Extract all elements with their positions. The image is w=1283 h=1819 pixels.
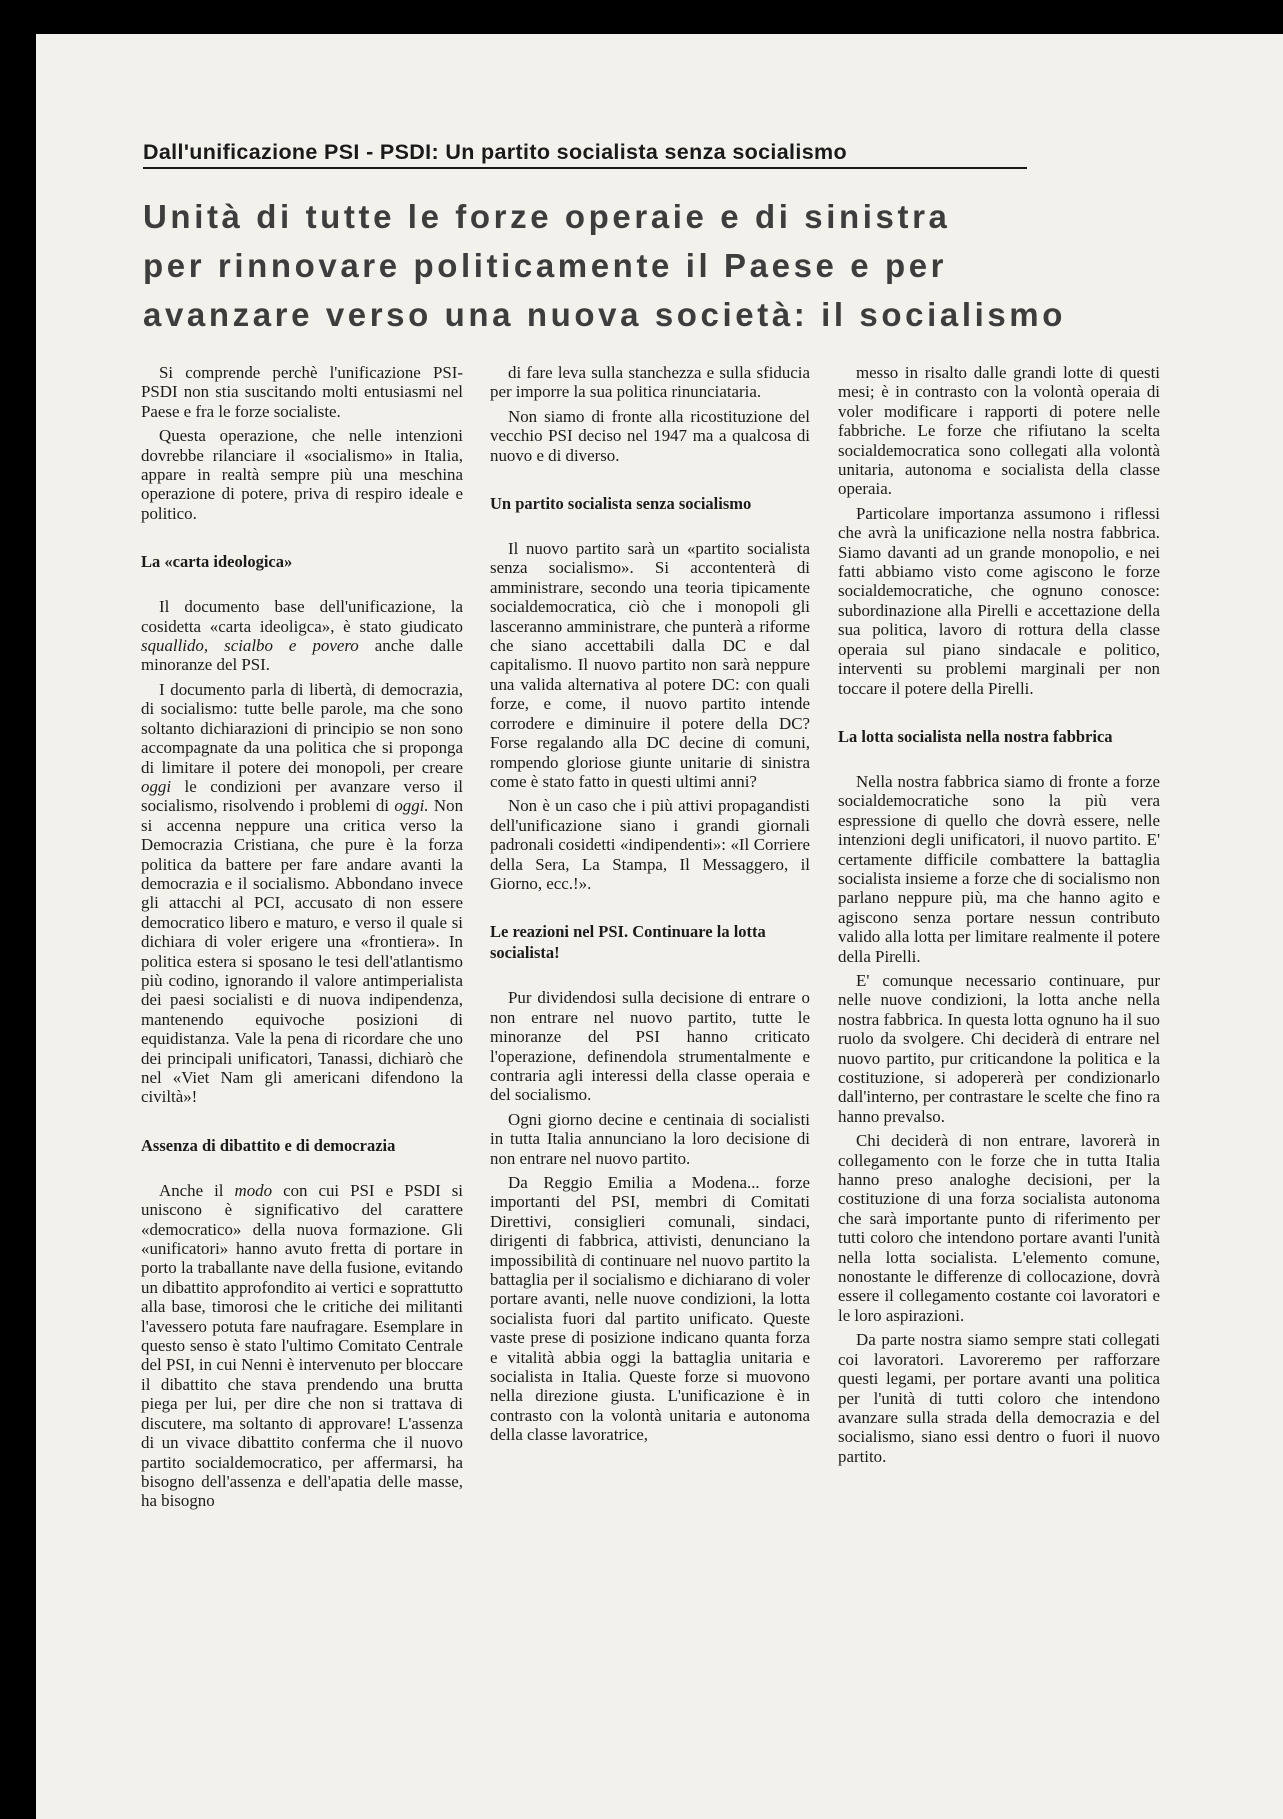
paragraph: Pur dividendosi sulla decisione di entrare o non entrare nel nuovo partito, tutte le minoranze del PSI hanno criticato l'operazione, definendola strumentalmente e contraria agli interessi della classe operaia e del socialismo. — [490, 988, 810, 1105]
kicker-line: Dall'unificazione PSI - PSDI: Un partito socialista senza socialismo — [143, 140, 1027, 169]
text-run: Anche il — [159, 1180, 235, 1200]
paragraph: Non è un caso che i più attivi propagandisti dell'unificazione siano i grandi giornali padronali cosidetti «indipendenti»: «Il Corriere della Sera, La Stampa, Il Messaggero, il Giorno, ecc.!». — [490, 796, 810, 893]
paragraph — [141, 680, 463, 1107]
text-run: Non si accenna neppure una critica verso la Democrazia Cristiana, che pure è la forza politica da battere per fare andare avanti la democrazia e il socialismo. Abbondano invece gli attacchi al PCI, accusato di non essere democratico libero e maturo, e verso il quale si dichiara di voler erigere una «frontiera». In politica estera si sposano le tesi dell'atlantismo più codino, ignorando il valore antimperialista dei paesi socialisti e di nuova indipendenza, mantenendo equivoche posizioni di equidistanza. Vale la pena di ricordare che uno dei principali unificatori, Tanassi, dichiarò che nel «Viet Nam gli americani difendono la civiltà»! — [141, 796, 464, 1107]
paragraph: Si comprende perchè l'unificazione PSI-PSDI non stia suscitando molti entusiasmi nel Paese e fra le forze socialiste. — [141, 363, 463, 421]
headline-line-2: per rinnovare politicamente il Paese e per — [143, 247, 948, 284]
paragraph: Questa operazione, che nelle intenzioni dovrebbe rilanciare il «socialismo» in Italia, appare in realtà sempre più una meschina operazione di potere, priva di respiro ideale e politico. — [141, 426, 463, 523]
paragraph: Particolare importanza assumono i riflessi che avrà la unificazione nella nostra fabbrica. Siamo davanti ad un grande monopolio, e nei fatti abbiamo visto come agiscono le forze socialdemocratiche, che ognuno conosce: subordinazione alla Pirelli e accettazione della sua politica, lavoro di rottura della classe operaia sul piano sindacale e politico, interventi su problemi marginali per non toccare il potere della Pirelli. — [838, 503, 1160, 698]
text-run: le condizioni per avanzare verso il socialismo, risolvendo i problemi di — [141, 776, 463, 816]
headline-line-3: avanzare verso una nuova società: il socialismo — [143, 296, 1067, 333]
column-3 — [838, 363, 1160, 1471]
paragraph: messo in risalto dalle grandi lotte di questi mesi; è in contrasto con la volontà operaia di voler modificare i rapporti di potere nelle fabbriche. Le forze che rifiutano la scelta socialdemocratica sono collegati alla volontà unitaria, autonoma e socialista della classe operaia. — [838, 363, 1160, 499]
paragraph: di fare leva sulla stanchezza e sulla sfiducia per imporre la sua politica rinunciataria. — [490, 363, 810, 402]
italic-text: modo — [234, 1180, 273, 1200]
text-run: con cui PSI e PSDI si uniscono è significativo del carattere «democratico» della nuova formazione. Gli «unificatori» hanno avuto fretta di portare in porto la traballante nave della fusione, evitando un dibattito approfondito ai vertici e soprattutto alla base, timorosi che le critiche dei militanti l'avessero potuta fare naufragare. Esemplare in questo senso è stato l'ultimo Comitato Centrale del PSI, in cui Nenni è intervenuto per bloccare il dibattito che stava prendendo una brutta piega per lui, per dire che non si trattava di discutere, ma soltanto di approvare! L'assenza di un vivace dibattito conferma che il nuovo partito socialdemocratico, per affermarsi, ha bisogno dell'assenza e dell'apatia delle masse, ha bisogno — [141, 1180, 463, 1511]
italic-text: oggi — [141, 776, 172, 796]
section-heading: La «carta ideologica» — [141, 552, 293, 572]
italic-text: oggi. — [394, 796, 429, 816]
paragraph — [141, 1181, 463, 1511]
column-1 — [141, 363, 463, 1516]
text-run: I documento parla di libertà, di democrazia, di socialismo: tutte belle parole, ma che sono soltanto dichiarazioni di principio se non sono accompagnate da una politica che si proponga di limitare il potere dei monopoli, per creare — [141, 679, 463, 777]
section-heading: Le reazioni nel PSI. Continuare la lotta socialista! — [490, 922, 766, 963]
section-heading: Assenza di dibattito e di democrazia — [141, 1135, 396, 1155]
text-run: anche dalle minoranze del PSI. — [141, 636, 463, 675]
paragraph: Chi deciderà di non entrare, lavorerà in collegamento con le forze che in tutta Italia hanno preso analoghe decisioni, per la costituzione di una forza socialista autonoma che sarà importante punto di riferimento per tutti coloro che intendono portare avanti l'unità nella lotta socialista. L'elemento comune, nonostante le differenze di collocazione, dovrà essere il collegamento costante coi lavoratori e le loro aspirazioni. — [838, 1131, 1160, 1325]
text-run: Il documento base dell'unificazione, la cosidetta «carta ideoligca», è stato giudicato — [141, 597, 463, 636]
column-2 — [490, 363, 810, 1450]
paragraph: Non siamo di fronte alla ricostituzione del vecchio PSI deciso nel 1947 ma a qualcosa di nuovo e di diverso. — [490, 406, 810, 465]
headline-line-1: Unità di tutte le forze operaie e di sinistra — [143, 198, 951, 235]
paragraph — [141, 597, 463, 675]
headline — [143, 192, 1155, 339]
italic-text: squallido, scialbo e povero — [141, 636, 359, 656]
paragraph: Il nuovo partito sarà un «partito socialista senza socialismo». Si accontenterà di amministrare, secondo una teoria tipicamente socialdemocratica, ciò che i monopoli gli lasceranno amministrare, che punterà a riforme che siano accettabili dalla DC e dal capitalismo. Il nuovo partito non sarà neppure una valida alternativa al potere DC: con quali forze, e come, il nuovo partito intende corrodere e diminuire il potere della DC? Forse regalando alla DC decine di comuni, rompendo gloriose giunte unitarie di sinistra come è stato fatto in questi ultimi anni? — [490, 539, 810, 791]
paragraph: E' comunque necessario continuare, pur nelle nuove condizioni, la lotta anche nella nostra fabbrica. In questa lotta ognuno ha il suo ruolo da svolgere. Chi deciderà di entrare nel nuovo partito, pur criticandone la politica e la costituzione, si adopererà per condizionarlo dall'interno, per contrastare le scelte che fino ra hanno prevalso. — [838, 970, 1160, 1126]
paragraph: Nella nostra fabbrica siamo di fronte a forze socialdemocratiche sono la più vera espressione di quello che dovrà essere, nelle intenzioni degli unificatori, il nuovo partito. E' certamente difficile combattere la battaglia socialista insieme a forze che di socialismo non parlano neppure più, ma che hanno agito e agiscono senza portare nessun contributo valido alla lotta per limitare realmente il potere della Pirelli. — [838, 771, 1160, 966]
paragraph: Da Reggio Emilia a Modena... forze importanti del PSI, membri di Comitati Direttivi, consiglieri comunali, sindaci, dirigenti di fabbrica, attivisti, denunciano la impossibilità di continuare nel nuovo partito la battaglia per il socialismo e dichiarano di voler portare avanti, nelle nuove condizioni, la lotta socialista fuori dal partito unificato. Queste vaste prese di posizione indicano quanta forza e vitalità abbia oggi la battaglia unitaria e socialista in Italia. Queste forze si muovono nella direzione giusta. L'unificazione è in contrasto con la volontà unitaria e autonoma della classe lavoratrice, — [490, 1173, 810, 1445]
paragraph: Da parte nostra siamo sempre stati collegati coi lavoratori. Lavoreremo per rafforzare questi legami, per portare avanti una politica per l'unità di tutti coloro che intendono avanzare sulla strada della democrazia e del socialismo, siano essi dentro o fuori il nuovo partito. — [838, 1330, 1160, 1466]
section-heading: La lotta socialista nella nostra fabbrica — [838, 726, 1113, 746]
section-heading: Un partito socialista senza socialismo — [490, 494, 752, 514]
paragraph: Ogni giorno decine e centinaia di socialisti in tutta Italia annunciano la loro decisione di non entrare nel nuovo partito. — [490, 1109, 810, 1168]
